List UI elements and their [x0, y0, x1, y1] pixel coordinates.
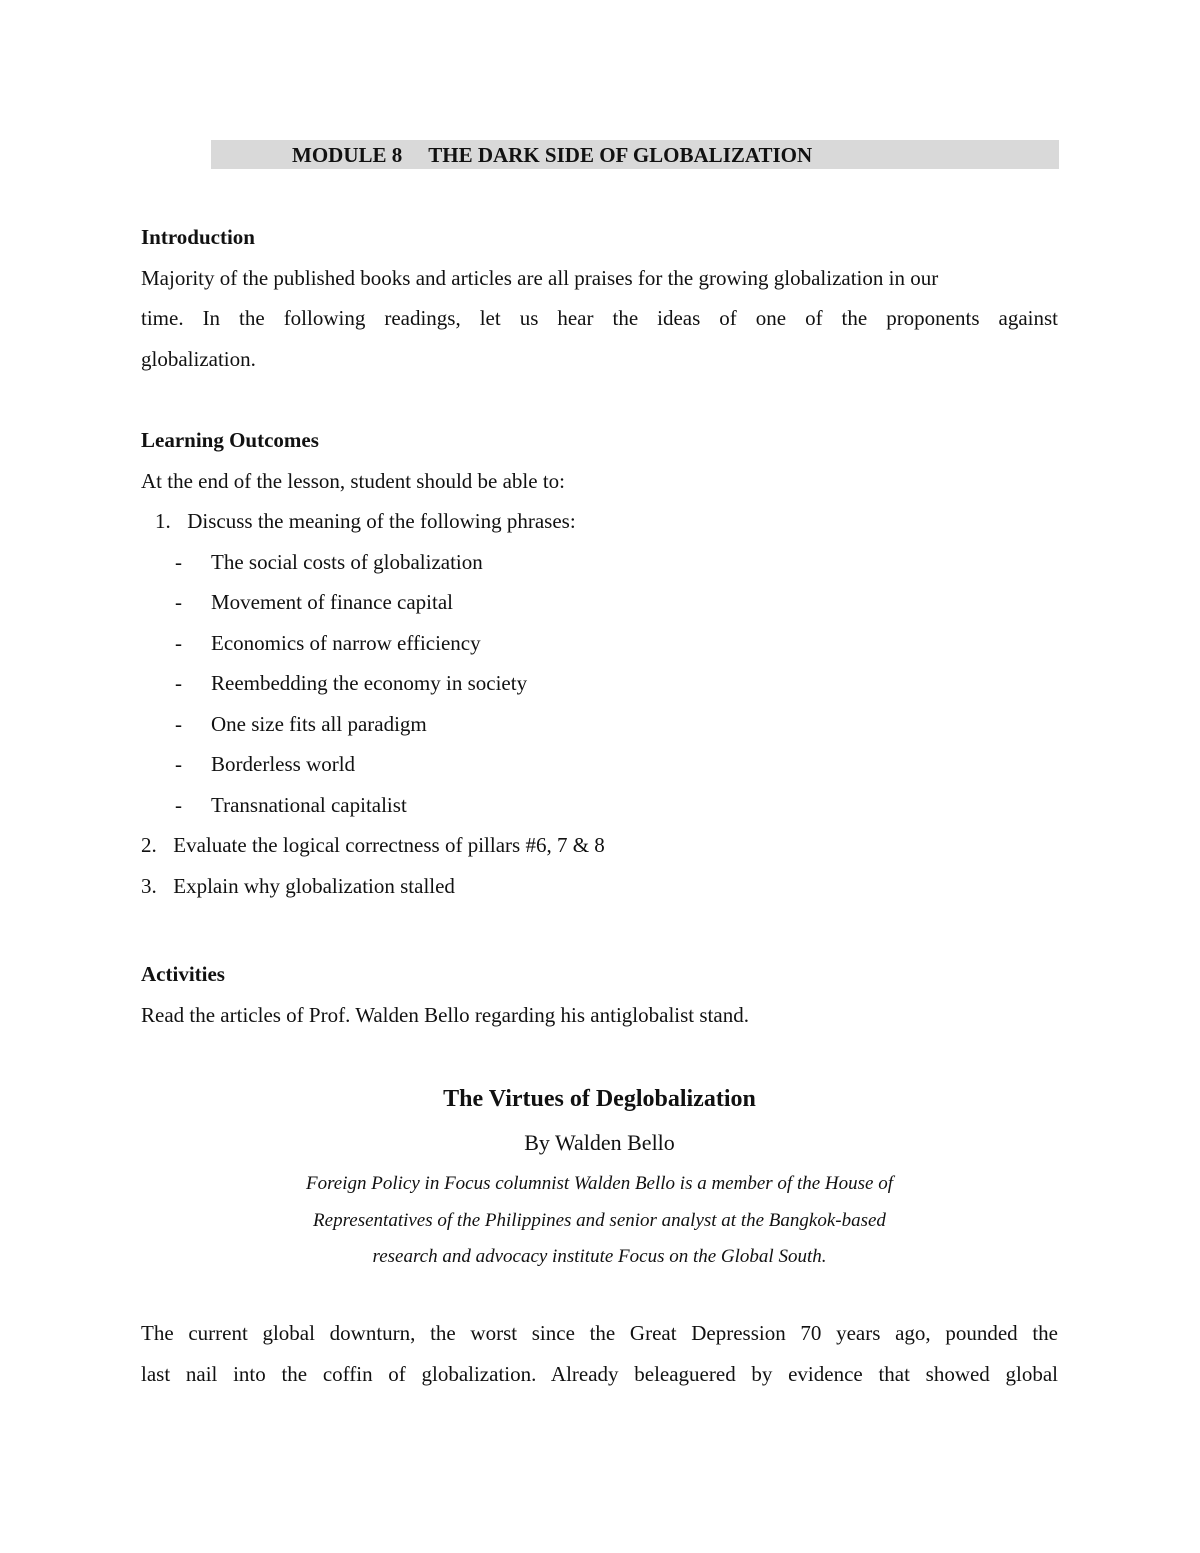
introduction-line-3: globalization.	[141, 347, 256, 371]
article-body-line-1: The current global downturn, the worst since the Great Depression 70 years ago, pounded the	[141, 1321, 1058, 1345]
sub-item-text: Transnational capitalist	[211, 793, 407, 817]
sub-item	[175, 744, 355, 785]
sub-item-text: The social costs of globalization	[211, 550, 483, 574]
sub-item	[175, 623, 481, 664]
module-number: MODULE 8	[292, 143, 403, 167]
sub-item	[175, 704, 427, 745]
outcome-item-1-text: Discuss the meaning of the following phrases:	[187, 509, 576, 533]
outcome-item-3-number: 3.	[141, 874, 157, 898]
outcome-item-1	[155, 501, 576, 542]
introduction-line-2: time. In the following readings, let us hear the ideas of one of the proponents against	[141, 306, 1058, 330]
sub-item	[175, 542, 483, 583]
module-title: THE DARK SIDE OF GLOBALIZATION	[428, 143, 813, 167]
article-byline: By Walden Bello	[524, 1130, 675, 1155]
sub-item	[175, 582, 453, 623]
sub-item-text: Movement of finance capital	[211, 590, 453, 614]
dash-bullet: -	[175, 712, 182, 736]
outcome-item-2-number: 2.	[141, 833, 157, 857]
dash-bullet: -	[175, 590, 182, 614]
dash-bullet: -	[175, 671, 182, 695]
learning-outcomes-heading: Learning Outcomes	[141, 428, 319, 452]
dash-bullet: -	[175, 631, 182, 655]
article-body	[141, 1313, 1058, 1394]
article-title: The Virtues of Deglobalization	[443, 1086, 756, 1112]
sub-item	[175, 785, 407, 826]
article-body-line-2: last nail into the coffin of globalization. Already beleaguered by evidence that showed global	[141, 1361, 1058, 1386]
author-note-line-1: Foreign Policy in Focus columnist Walden Bello is a member of the House of	[306, 1173, 893, 1194]
activities-text: Read the articles of Prof. Walden Bello regarding his antiglobalist stand.	[141, 1003, 749, 1027]
introduction-heading: Introduction	[141, 225, 255, 249]
sub-item-text: Borderless world	[211, 752, 356, 776]
module-title-bar	[211, 140, 1059, 169]
outcome-item-2	[141, 825, 605, 866]
learning-outcomes-lead: At the end of the lesson, student should be able to:	[141, 469, 566, 493]
outcome-item-1-number: 1.	[155, 509, 171, 533]
sub-item-text: One size fits all paradigm	[211, 712, 427, 736]
dash-bullet: -	[175, 550, 182, 574]
activities-heading: Activities	[141, 962, 225, 986]
outcome-item-3-text: Explain why globalization stalled	[173, 874, 455, 898]
author-note-line-2: Representatives of the Philippines and senior analyst at the Bangkok-based	[313, 1209, 886, 1231]
dash-bullet: -	[175, 793, 182, 817]
author-note-line-3: research and advocacy institute Focus on the Global South.	[372, 1246, 827, 1267]
sub-item	[175, 663, 527, 704]
sub-item-text: Reembedding the economy in society	[211, 671, 528, 695]
outcome-item-3	[141, 866, 455, 907]
introduction-line-1: Majority of the published books and articles are all praises for the growing globalization in our	[141, 266, 939, 290]
dash-bullet: -	[175, 752, 182, 776]
outcome-item-2-text: Evaluate the logical correctness of pillars #6, 7 & 8	[173, 833, 605, 857]
author-note	[141, 1166, 1058, 1276]
sub-item-text: Economics of narrow efficiency	[211, 631, 481, 655]
